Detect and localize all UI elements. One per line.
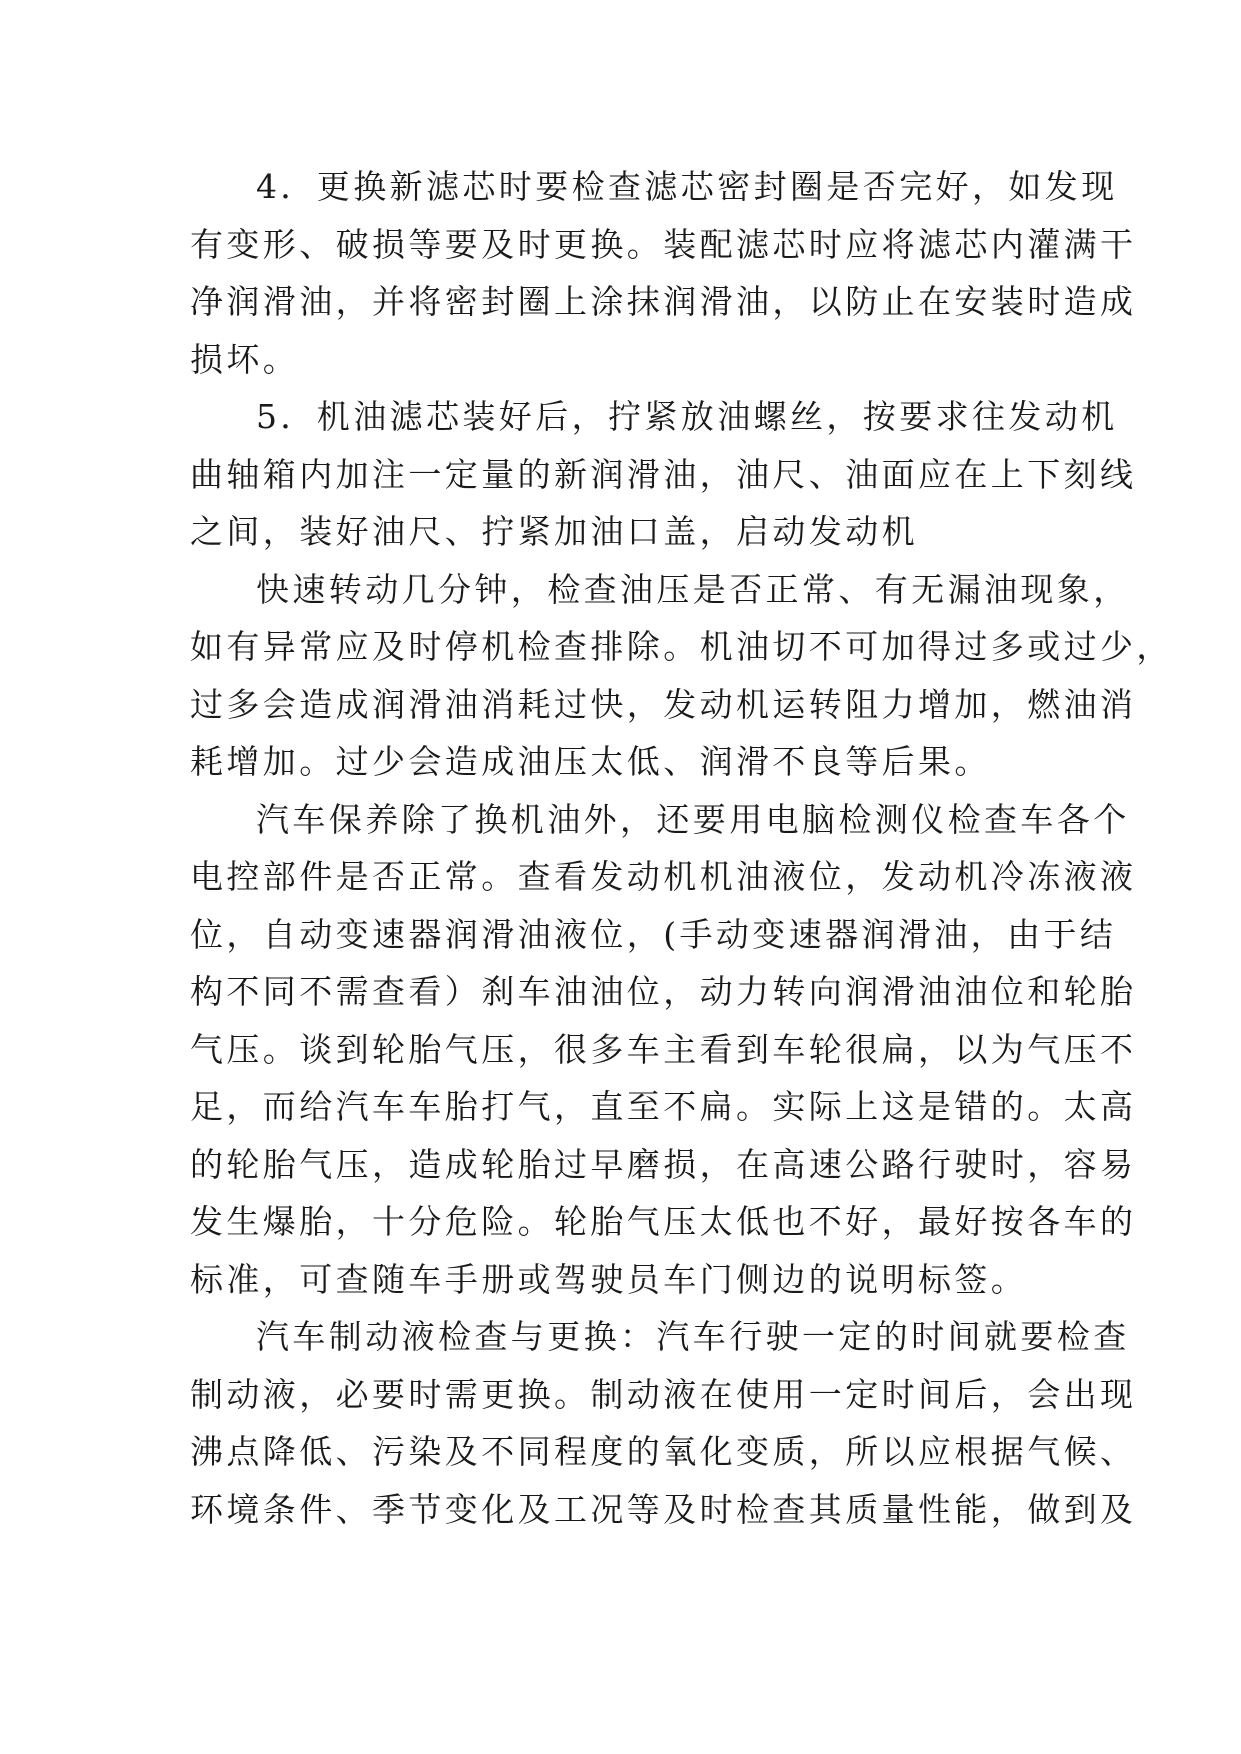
text-line: 足，而给汽车车胎打气，直至不扁。实际上这是错的。太高 — [190, 1087, 1137, 1126]
text-line: 耗增加。过少会造成油压太低、润滑不良等后果。 — [190, 742, 991, 781]
text-line: 电控部件是否正常。查看发动机机油液位，发动机冷冻液液 — [190, 857, 1137, 896]
text-line: 构不同不需查看）刹车油油位，动力转向润滑油油位和轮胎 — [190, 972, 1137, 1011]
text-line: 快速转动几分钟，检查油压是否正常、有无漏油现象， — [256, 569, 1130, 609]
text-line: 位，自动变速器润滑油液位，(手动变速器润滑油，由于结 — [190, 914, 1117, 954]
text-line: 之间，装好油尺、拧紧加油口盖，启动发动机 — [190, 512, 918, 551]
paragraph — [190, 158, 1137, 388]
text-line: 净润滑油，并将密封圈上涂抹润滑油，以防止在安装时造成 — [190, 282, 1137, 321]
text-line: 制动液，必要时需更换。制动液在使用一定时间后，会出现 — [190, 1374, 1137, 1414]
text-line: 汽车制动液检查与更换：汽车行驶一定的时间就要检查 — [256, 1317, 1130, 1356]
text-line: 4．更换新滤芯时要检查滤芯密封圈是否完好，如发现 — [256, 167, 1118, 206]
text-line: 的轮胎气压，造成轮胎过早磨损，在高速公路行驶时，容易 — [190, 1144, 1137, 1184]
text-line: 曲轴箱内加注一定量的新润滑油，油尺、油面应在上下刻线 — [190, 454, 1137, 494]
paragraph — [190, 1308, 1137, 1538]
text-line: 气压。谈到轮胎气压，很多车主看到车轮很扁，以为气压不 — [190, 1029, 1137, 1069]
text-line: 损坏。 — [190, 339, 300, 379]
paragraph — [190, 791, 1137, 1309]
document-body — [190, 158, 1173, 1538]
text-line: 汽车保养除了换机油外，还要用电脑检测仪检查车各个 — [256, 799, 1130, 839]
text-line: 标准，可查随车手册或驾驶员车门侧边的说明标签。 — [190, 1259, 1028, 1299]
paragraph — [190, 561, 1173, 791]
text-line: 如有异常应及时停机检查排除。机油切不可加得过多或过少， — [190, 627, 1173, 666]
text-line: 有变形、破损等要及时更换。装配滤芯时应将滤芯内灌满干 — [190, 224, 1137, 264]
text-line: 发生爆胎，十分危险。轮胎气压太低也不好，最好按各车的 — [190, 1202, 1137, 1241]
text-line: 过多会造成润滑油消耗过快，发动机运转阻力增加，燃油消 — [190, 684, 1137, 724]
text-line: 环境条件、季节变化及工况等及时检查其质量性能，做到及 — [190, 1489, 1137, 1529]
text-line: 5．机油滤芯装好后，拧紧放油螺丝，按要求往发动机 — [256, 397, 1118, 436]
text-line: 沸点降低、污染及不同程度的氧化变质，所以应根据气候、 — [190, 1432, 1137, 1471]
paragraph — [190, 388, 1137, 561]
